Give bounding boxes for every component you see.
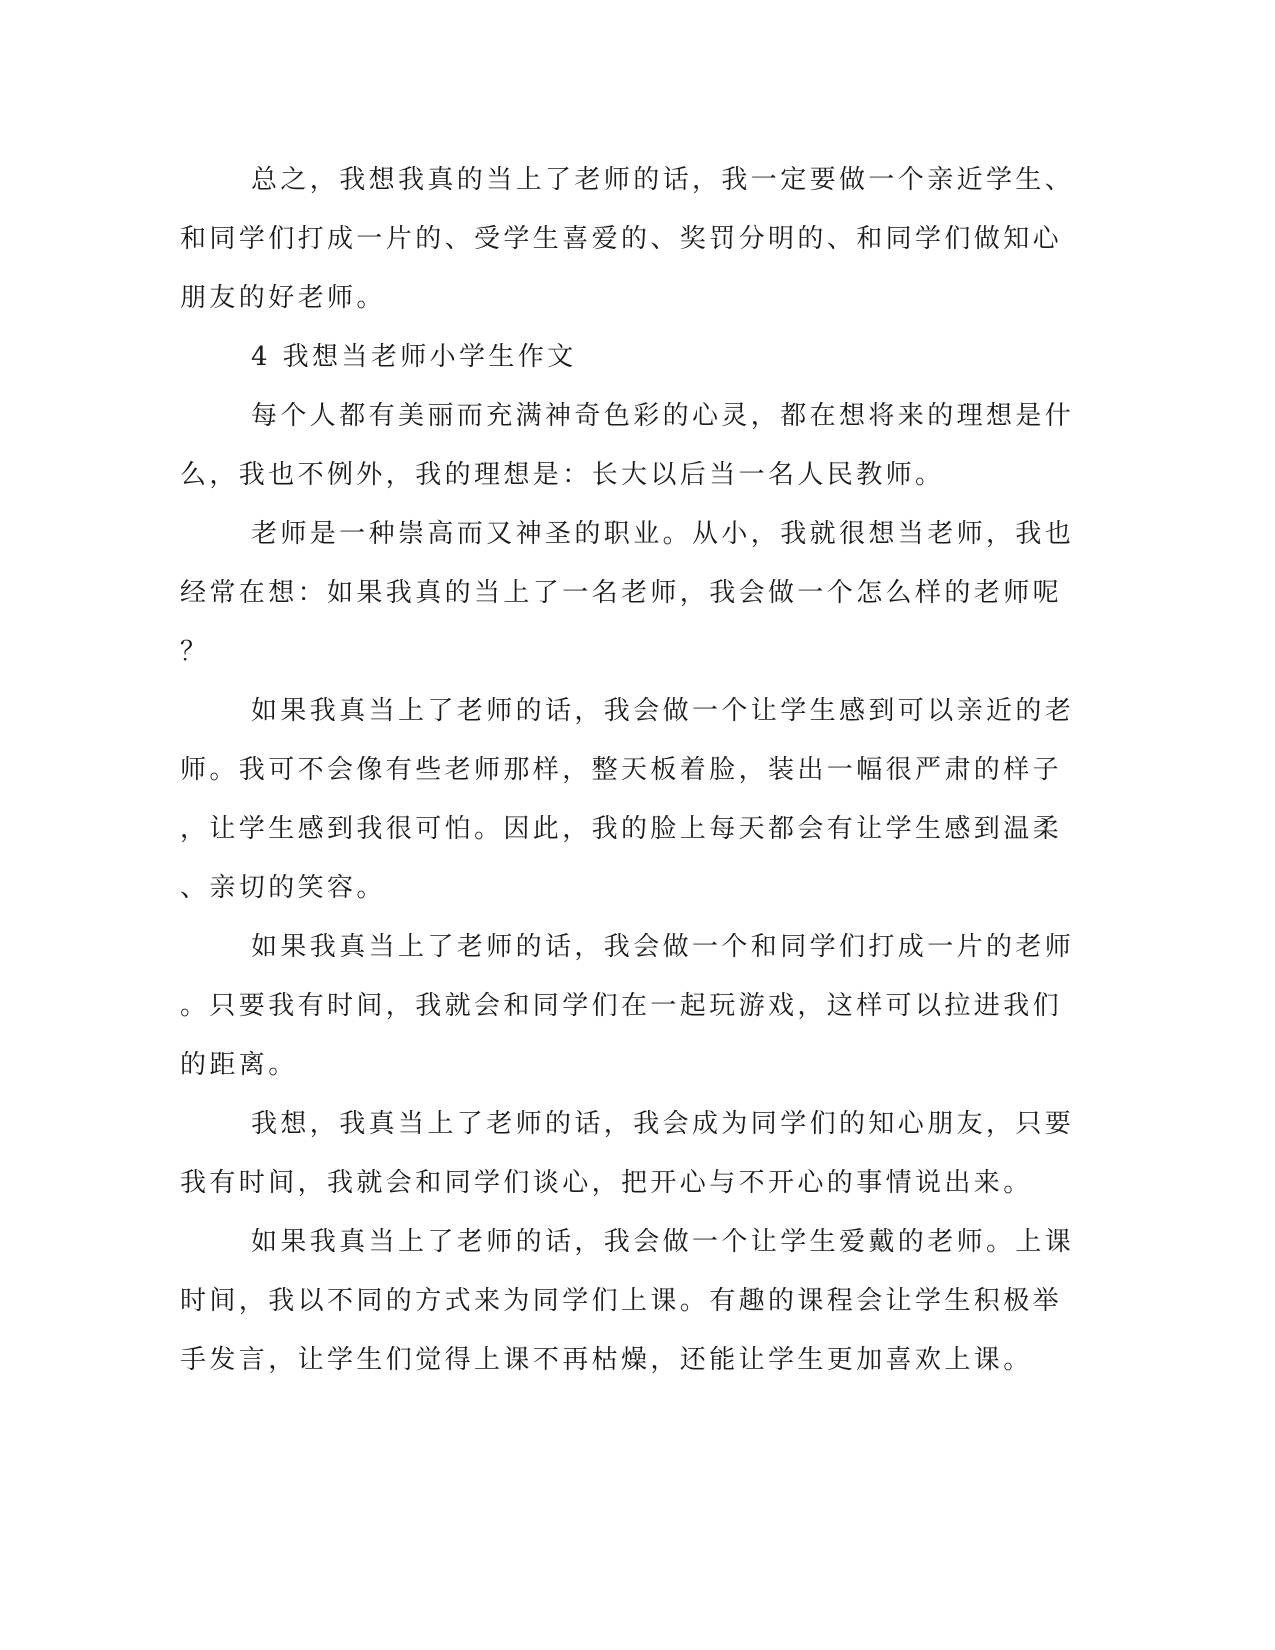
text-line: 的距离。: [180, 1050, 298, 1080]
text-line: 么，我也不例外，我的理想是：长大以后当一名人民教师。: [180, 460, 945, 490]
text-line: 老师是一种崇高而又神圣的职业。从小，我就很想当老师，我也: [251, 519, 1075, 549]
text-line: 。只要我有时间，我就会和同学们在一起玩游戏，这样可以拉进我们: [180, 991, 1063, 1021]
text-line: 如果我真当上了老师的话，我会做一个和同学们打成一片的老师: [251, 932, 1075, 962]
section-heading: 4 我想当老师小学生作文: [251, 342, 577, 372]
text-line: 我想，我真当上了老师的话，我会成为同学们的知心朋友，只要: [251, 1109, 1075, 1139]
text-line: 时间，我以不同的方式来为同学们上课。有趣的课程会让学生积极举: [180, 1286, 1063, 1316]
text-line: ？: [180, 637, 210, 667]
text-line: 经常在想：如果我真的当上了一名老师，我会做一个怎么样的老师呢: [180, 578, 1063, 608]
text-line: 、亲切的笑容。: [180, 873, 386, 903]
text-line: 总之，我想我真的当上了老师的话，我一定要做一个亲近学生、: [251, 165, 1075, 195]
text-line: 每个人都有美丽而充满神奇色彩的心灵，都在想将来的理想是什: [251, 401, 1075, 431]
text-line: 朋友的好老师。: [180, 283, 386, 313]
text-line: 我有时间，我就会和同学们谈心，把开心与不开心的事情说出来。: [180, 1168, 1033, 1198]
text-line: ，让学生感到我很可怕。因此，我的脸上每天都会有让学生感到温柔: [180, 814, 1063, 844]
text-line: 师。我可不会像有些老师那样，整天板着脸，装出一幅很严肃的样子: [180, 755, 1063, 785]
text-line: 和同学们打成一片的、受学生喜爱的、奖罚分明的、和同学们做知心: [180, 224, 1063, 254]
text-line: 如果我真当上了老师的话，我会做一个让学生感到可以亲近的老: [251, 696, 1075, 726]
text-line: 手发言，让学生们觉得上课不再枯燥，还能让学生更加喜欢上课。: [180, 1345, 1033, 1375]
text-line: 如果我真当上了老师的话，我会做一个让学生爱戴的老师。上课: [251, 1227, 1075, 1257]
